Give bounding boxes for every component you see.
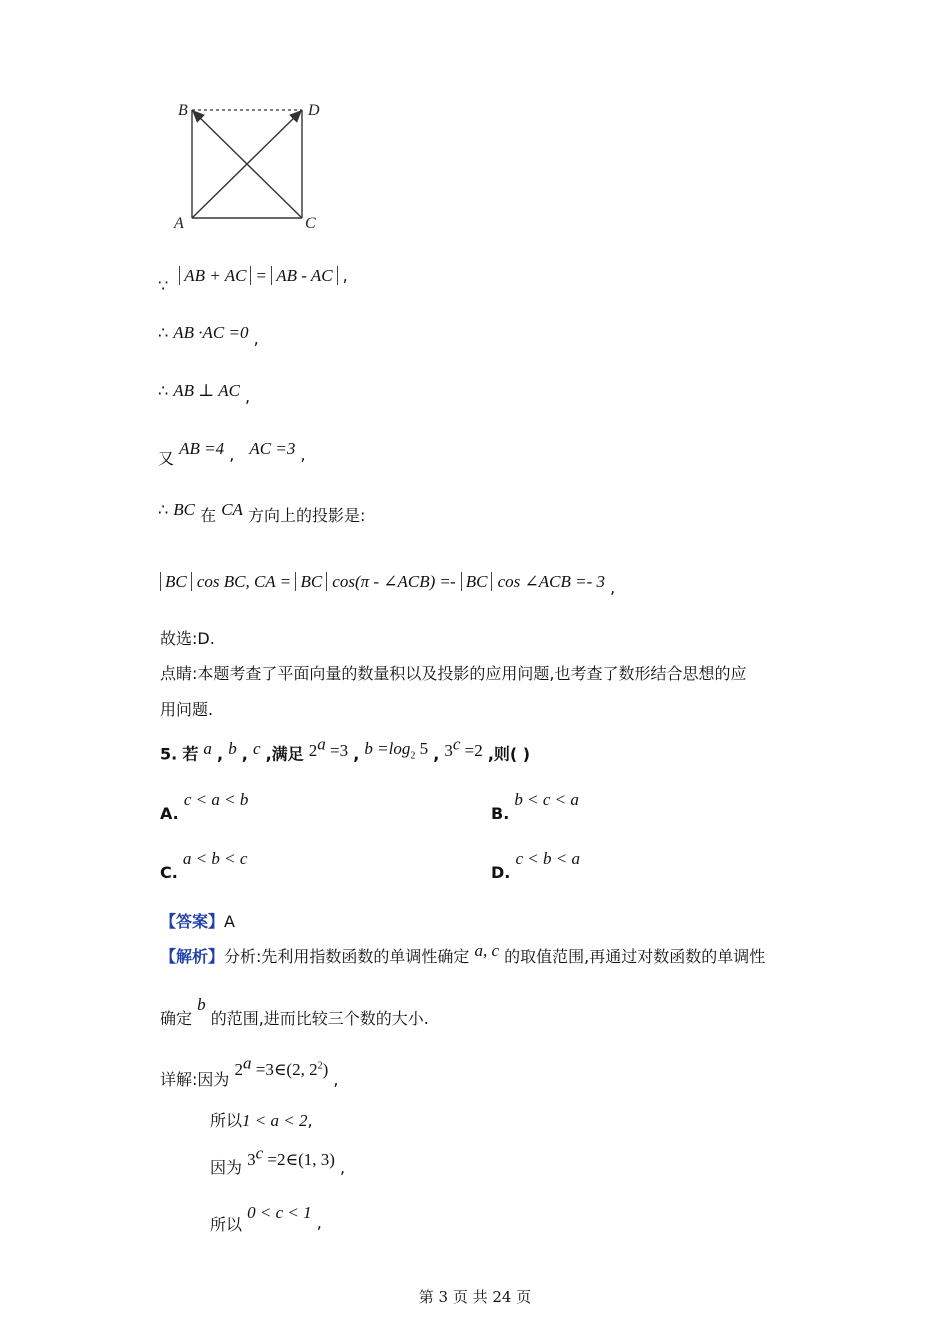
solution-line-3 xyxy=(158,381,251,406)
label-d: D xyxy=(308,102,320,119)
equals-2: =- xyxy=(440,572,456,591)
detail-label: 所以 xyxy=(210,1111,243,1130)
detail-line-4 xyxy=(210,1200,322,1234)
var-a: a xyxy=(203,738,212,758)
therefore-symbol: ∴ xyxy=(158,323,169,342)
choice-line: 故选:D. xyxy=(160,629,215,648)
option-label: B. xyxy=(491,804,510,823)
option-b[interactable] xyxy=(491,790,579,823)
vars-ac: a, c xyxy=(474,941,500,960)
analysis-line-1 xyxy=(160,941,766,967)
abs-bc-2: BC xyxy=(295,572,327,591)
analysis-text: 分析:先利用指数函数的单调性确定 xyxy=(224,947,470,966)
zai: 在 xyxy=(200,506,217,525)
solution-line-6 xyxy=(160,572,616,597)
analysis-text: 确定 xyxy=(160,1009,193,1028)
comma: , xyxy=(245,387,251,406)
because-symbol: ∵ xyxy=(158,276,169,295)
sep: , xyxy=(433,744,440,764)
comma: , xyxy=(340,1157,346,1177)
label-c: C xyxy=(305,215,316,232)
label-a: A xyxy=(174,215,184,232)
page-footer: 第 3 页 共 24 页 xyxy=(418,1288,532,1306)
var-b: b xyxy=(197,995,206,1014)
ze: ,则( ) xyxy=(487,744,531,764)
option-d[interactable] xyxy=(491,849,580,882)
option-a[interactable] xyxy=(160,790,249,823)
option-label: A. xyxy=(160,804,179,823)
you-prefix: 又 xyxy=(158,449,175,468)
comma: , xyxy=(307,1111,313,1130)
cond2: $b =\log_2$ 5 xyxy=(364,738,429,762)
solution-line-2 xyxy=(158,323,259,348)
cos-angle-2: cos(π - ∠ACB) xyxy=(332,572,436,591)
perpendicular: AB ⊥ AC xyxy=(173,381,240,400)
abs-bc-1: BC xyxy=(160,572,192,591)
comma: , xyxy=(300,445,306,464)
ac-length: AC =3 xyxy=(249,439,296,458)
equals-1: = xyxy=(280,572,291,591)
diagonal-ad xyxy=(192,111,301,218)
option-expr: a < b < c xyxy=(182,849,248,868)
option-label: C. xyxy=(160,863,178,882)
projection-text: 方向上的投影是: xyxy=(248,506,366,525)
vector-figure xyxy=(170,96,330,236)
option-expr: c < b < a xyxy=(515,849,580,868)
question-number: 5. xyxy=(160,744,178,764)
label-b: B xyxy=(178,102,188,119)
sep: , xyxy=(217,744,224,764)
detail-line-3 xyxy=(210,1143,346,1177)
ab-length: AB =4 xyxy=(179,439,225,458)
dot-product: AB ·AC =0 xyxy=(173,323,249,342)
detail-line-2 xyxy=(210,1108,313,1131)
comma: , xyxy=(229,445,235,464)
solution-line-1 xyxy=(158,266,348,295)
abs-bc-3: BC xyxy=(461,572,493,591)
comment-line-2: 用问题. xyxy=(160,700,214,719)
answer-value: A xyxy=(224,912,235,931)
detail-line-1 xyxy=(160,1053,339,1089)
sep: , xyxy=(353,744,360,764)
detail-expr: 3$^c$ =2∈(1, 3) xyxy=(247,1143,335,1169)
cos-angle-3: cos ∠ACB =- 3 xyxy=(497,572,605,591)
answer-line xyxy=(160,909,235,932)
cond1: 2$^a$ =3 xyxy=(308,734,349,760)
solution-line-5 xyxy=(158,497,366,525)
abs-diff: AB - AC xyxy=(271,266,337,285)
option-c[interactable] xyxy=(160,849,248,882)
sep: , xyxy=(241,744,248,764)
option-expr: b < c < a xyxy=(514,790,579,809)
vector-bc: BC xyxy=(173,500,196,519)
detail-label: 因为 xyxy=(210,1157,243,1177)
solution-line-4 xyxy=(158,436,306,468)
option-label: D. xyxy=(491,863,511,882)
detail-label: 所以 xyxy=(210,1215,243,1234)
answer-tag: 【答案】 xyxy=(160,912,225,931)
detail-expr: 0 < c < 1 xyxy=(247,1203,312,1222)
detail-label: 详解:因为 xyxy=(160,1069,230,1089)
manzu: ,满足 xyxy=(265,744,304,764)
abs-sum: AB + AC xyxy=(179,266,251,285)
analysis-text: 的范围,进而比较三个数的大小. xyxy=(210,1009,429,1028)
comment-line-1: 点睛:本题考查了平面向量的数量积以及投影的应用问题,也考查了数形结合思想的应 xyxy=(160,664,747,683)
comma: , xyxy=(610,578,616,597)
comma: , xyxy=(316,1213,322,1232)
vector-ca: CA xyxy=(221,500,243,519)
therefore-symbol: ∴ xyxy=(158,381,169,400)
analysis-tag: 【解析】 xyxy=(160,947,225,966)
detail-expr: 2$^a$ =3∈(2, $2^2$) xyxy=(234,1053,329,1079)
var-b: b xyxy=(228,738,237,758)
detail-expr: 1 < a < 2 xyxy=(242,1111,308,1130)
cond3: 3$^c$ =2 xyxy=(444,734,483,760)
equals: = xyxy=(256,266,267,285)
analysis-text: 的取值范围,再通过对数函数的单调性 xyxy=(504,947,766,966)
var-c: c xyxy=(252,738,261,758)
diagonal-cb xyxy=(193,111,302,218)
therefore-symbol: ∴ xyxy=(158,500,169,519)
comma: , xyxy=(342,266,348,285)
comma: , xyxy=(253,329,259,348)
ruo: 若 xyxy=(182,744,199,764)
option-expr: c < a < b xyxy=(183,790,249,809)
analysis-line-2 xyxy=(160,992,429,1028)
question-5-stem xyxy=(160,734,531,767)
cos-angle-1: cos BC, CA xyxy=(196,572,276,591)
comma: , xyxy=(333,1069,339,1089)
